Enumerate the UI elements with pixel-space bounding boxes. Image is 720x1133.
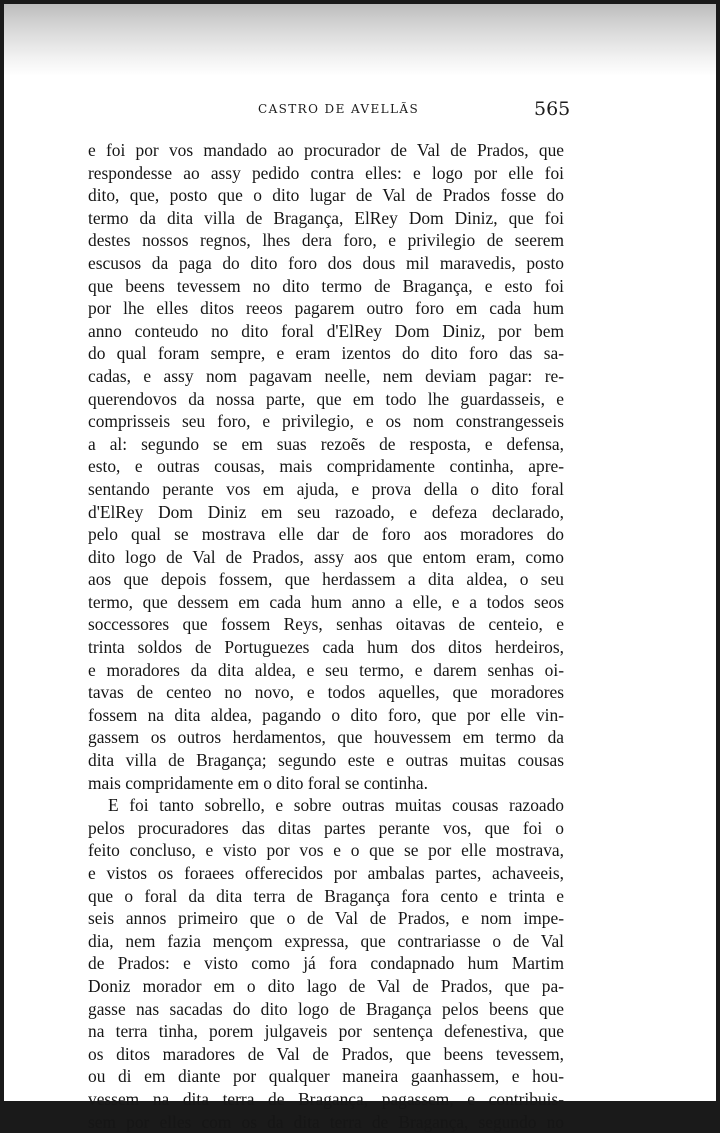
text-line: comprisseis seu foro, e privilegio, e os nom constrangesseis (88, 411, 564, 432)
text-line: seis annos primeiro que o de Val de Prados, e nom impe- (88, 908, 564, 929)
text-line: querendovos da nossa parte, que em todo lhe guardasseis, e (88, 388, 564, 409)
text-line: gasse nas sacadas do dito logo de Bragança pelos beens que (88, 998, 564, 1019)
text-line: os ditos maradores de Val de Prados, que beens tevessem, (88, 1043, 564, 1064)
text-line: anno conteudo no dito foral d'ElRey Dom Diniz, por bem (88, 320, 564, 341)
text-line: esto, e outras cousas, mais compridamente continha, apre- (88, 456, 564, 477)
text-line: aos que depois fossem, que herdassem a dita aldea, o seu (88, 569, 564, 590)
text-line: ou di em diante por qualquer maneira gaanhassem, e hou- (88, 1066, 564, 1087)
text-line: dito, que, posto que o dito lugar de Val de Prados fosse do (88, 185, 564, 206)
text-line: dia, nem fazia mençom expressa, que contrariasse o de Val (88, 930, 564, 951)
text-line: que o foral da dita terra de Bragança fora cento e trinta e (88, 885, 564, 906)
text-line: tavas de centeo no novo, e todos aquelles, que moradores (88, 682, 564, 703)
text-line: escusos da paga do dito foro dos dous mil maravedis, posto (88, 252, 564, 273)
page-header (4, 100, 716, 122)
text-line: que beens tevessem no dito termo de Bragança, e esto foi (88, 275, 564, 296)
text-line: pelos procuradores das ditas partes perante vos, que foi o (88, 817, 564, 838)
text-line: vessem na dita terra de Bragança, pagassem, e contribuis- (88, 1088, 564, 1109)
text-line: e moradores da dita aldea, e seu termo, e darem senhas oi- (88, 659, 564, 680)
text-line: destes nossos regnos, lhes dera foro, e privilegio de seerem (88, 230, 564, 251)
paragraph-1 (88, 139, 564, 794)
scan-shadow (4, 4, 716, 76)
text-line: pelo qual se mostrava elle dar de foro aos moradores do (88, 524, 564, 545)
text-line: Doniz morador em o dito lago de Val de Prados, que pa- (88, 975, 564, 996)
text-line: e vistos os foraees offerecidos por ambalas partes, achaveeis, (88, 863, 564, 883)
text-line: gassem os outros herdamentos, que houvessem em termo da (88, 727, 564, 748)
text-line: a al: segundo se em suas rezoẽs de resposta, e defensa, (88, 433, 564, 454)
paragraph-2 (88, 794, 564, 1133)
text-line: sem por elles com os da dita terra de Bragança, segundo no (88, 1111, 564, 1132)
text-line: e foi por vos mandado ao procurador de Val de Prados, que (88, 140, 564, 160)
text-line: cadas, e assy nom pagavam neelle, nem deviam pagar: re- (88, 365, 564, 386)
running-title: CASTRO DE AVELLÃS (258, 102, 420, 116)
text-line: dito logo de Val de Prados, assy aos que entom eram, como (88, 546, 564, 567)
text-line: termo, que dessem em cada hum anno a elle, e a todos seos (88, 591, 564, 612)
text-line: fossem na dita aldea, pagando o dito foro, que por elle vin- (88, 704, 564, 725)
text-line: sentando perante vos em ajuda, e prova della o dito foral (88, 478, 564, 499)
scanned-page (4, 4, 716, 1132)
text-line: termo da dita villa de Bragança, ElRey Dom Diniz, que foi (88, 207, 564, 228)
text-line: de Prados: e visto como já fora condapnado hum Martim (88, 953, 564, 974)
text-line: do qual foram sempre, e eram izentos do dito foro das sa- (88, 343, 564, 364)
text-line: d'ElRey Dom Diniz em seu razoado, e defeza declarado, (88, 501, 564, 522)
text-line: respondesse ao assy pedido contra elles: e logo por elle foi (88, 162, 564, 183)
text-line: soccessores que fossem Reys, senhas oitavas de centeio, e (88, 614, 564, 635)
text-line: dita villa de Bragança; segundo este e outras muitas cousas (88, 750, 564, 771)
text-line: mais compridamente em o dito foral se continha. (88, 772, 428, 793)
text-line: E foi tanto sobrello, e sobre outras muitas cousas razoado (108, 795, 564, 816)
text-line: trinta soldos de Portuguezes cada hum dos ditos herdeiros, (88, 637, 564, 658)
page-number: 565 (534, 98, 571, 120)
text-line: por lhe elles ditos reeos pagarem outro foro em cada hum (88, 298, 564, 319)
text-line: feito concluso, e visto por vos e o que se por elle mostrava, (88, 840, 564, 861)
body-text (88, 139, 564, 1133)
text-line: na terra tinha, porem julgaveis por sentença defenestiva, que (88, 1021, 564, 1042)
